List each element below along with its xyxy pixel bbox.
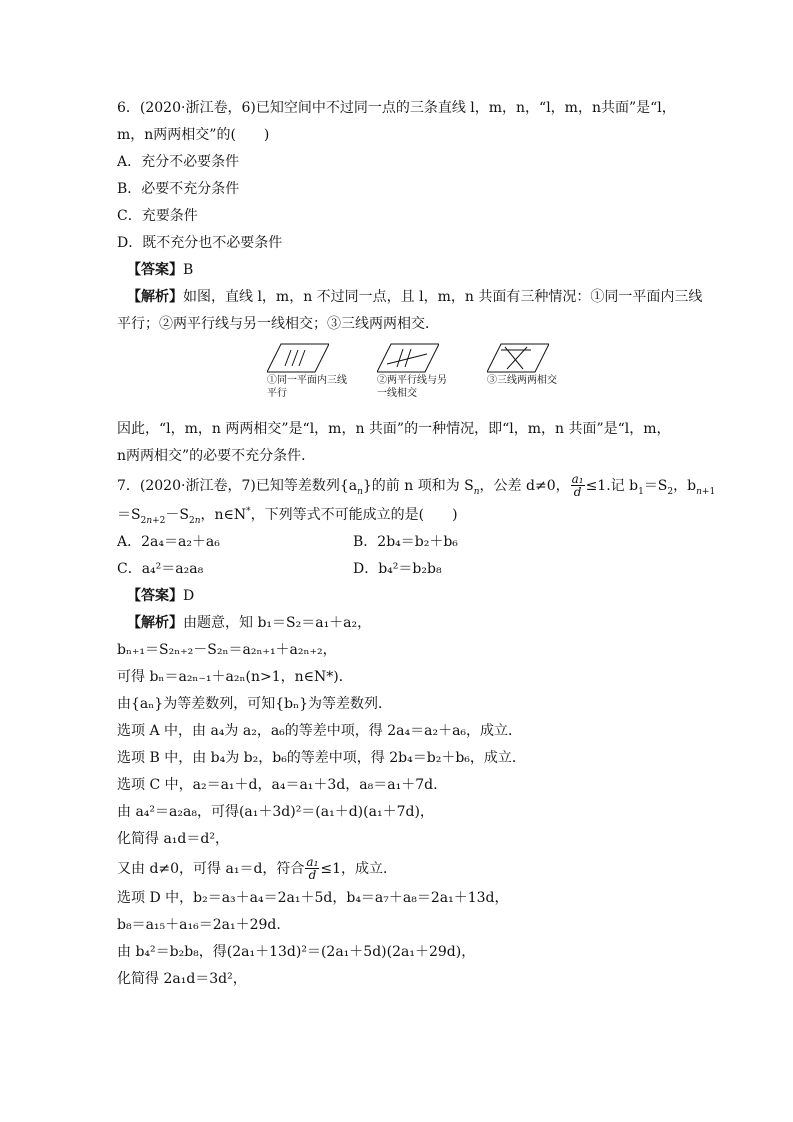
- figure-caption-1: ①同一平面内三线平行: [267, 375, 347, 399]
- q6-stem-line1: 6．(2020·浙江卷，6)已知空间中不过同一点的三条直线 l，m，n，“l，m，n共面”是“l，: [117, 100, 676, 116]
- q6-conclusion-line2: n两两相交”的必要不充分条件．: [117, 448, 316, 464]
- q6-option-a: A．充分不必要条件: [117, 154, 240, 170]
- q7-stem-line1: 7．(2020·浙江卷，7)已知等差数列$\{a_n\}$的前 n 项和为 $S_n$，公差 d≠0， $\frac{\text{a₁}}{d}$ ≤1.记 $b_1=S_2$，$b_{n+1}$: [117, 472, 716, 499]
- q7-option-d: D．b₄²＝b₂b₈: [353, 561, 442, 577]
- q7-answer: [117, 583, 682, 610]
- figure-caption-2: ②两平行线与另一线相交: [377, 375, 447, 399]
- q6-option-d: D．既不充分也不必要条件: [117, 235, 283, 251]
- q7-options-row1: [117, 529, 682, 556]
- q7-analysis-line2: bₙ₊₁＝S₂ₙ₊₂－S₂ₙ＝a₂ₙ₊₁＋a₂ₙ₊₂，: [117, 642, 337, 658]
- fraction-a1-over-d: $\frac{\text{a₁}}{d}$: [571, 472, 584, 499]
- fraction-a1-over-d: $\frac{\text{a₁}}{d}$: [306, 855, 319, 882]
- q7-options-row2: [117, 556, 682, 583]
- figure-parallel-lines: [267, 342, 347, 410]
- plane-two-parallel-cross-icon: [377, 342, 439, 374]
- q7-analysis-line13: 由 b₄²＝b₂b₈，得(2a₁＋13d)²＝(2a₁＋5d)(2a₁＋29d)，: [117, 944, 476, 960]
- q7-stem-line2: $=S_{2n+2}-S_{2n}$，n∈N*，下列等式不可能成立的是( ): [117, 506, 458, 526]
- figure-two-parallel-one-cross: [377, 342, 457, 410]
- answer-tag: 【答案】: [127, 262, 183, 278]
- q6-figures: [267, 342, 682, 410]
- plane-three-parallel-icon: [267, 342, 329, 374]
- q7-option-b: B．2b₄＝b₂＋b₆: [353, 534, 458, 550]
- figure-three-intersect: [487, 342, 567, 410]
- answer-value: B: [183, 262, 194, 278]
- analysis-tag: 【解析】: [127, 289, 183, 305]
- figure-caption-3: ③三线两两相交: [487, 375, 557, 386]
- q7-analysis-line5: 选项 A 中，由 a₄为 a₂，a₆的等差中项，得 2a₄＝a₂＋a₆，成立．: [117, 723, 523, 739]
- q6-stem-line2: m，n两两相交”的( ): [117, 127, 270, 143]
- q7-analysis-line4: 由{aₙ}为等差数列，可知{bₙ}为等差数列．: [117, 696, 393, 712]
- q6-conclusion-line1: 因此，“l，m，n 两两相交”是“l，m，n 共面”的一种情况，即“l，m，n 共面”是“l，m，: [117, 421, 671, 437]
- q7-analysis-line7: 选项 C 中，a₂＝a₁＋d，a₄＝a₁＋3d，a₈＝a₁＋7d.: [117, 777, 438, 793]
- plane-three-intersect-icon: [487, 342, 549, 374]
- answer-tag: 【答案】: [127, 588, 183, 604]
- q7-analysis-line14: 化简得 2a₁d＝3d²，: [117, 971, 247, 987]
- document-content: [117, 95, 716, 993]
- q7-option-c: C．a₄²＝a₂a₈: [117, 561, 204, 577]
- analysis-tag: 【解析】: [127, 615, 183, 631]
- q6-answer: [117, 257, 682, 284]
- q7-analysis-line8: 由 a₄²＝a₂a₈，可得(a₁＋3d)²＝(a₁＋d)(a₁＋7d)，: [117, 804, 434, 820]
- q7-analysis-line3: 可得 bₙ＝a₂ₙ₋₁＋a₂ₙ(n>1，n∈N*)．: [117, 669, 353, 685]
- q6-option-c: C．充要条件: [117, 208, 198, 224]
- q7-analysis-line6: 选项 B 中，由 b₄为 b₂，b₆的等差中项，得 2b₄＝b₂＋b₆，成立．: [117, 750, 526, 766]
- q6-analysis-line2: 平行；②两平行线与另一线相交；③三线两两相交．: [117, 316, 439, 332]
- q7-analysis-line9: 化简得 a₁d＝d²，: [117, 831, 229, 847]
- answer-value: D: [183, 588, 195, 604]
- q7-option-a: A．2a₄＝a₂＋a₆: [117, 534, 220, 550]
- q7-analysis-line11: 选项 D 中，b₂＝a₃＋a₄＝2a₁＋5d，b₄＝a₇＋a₈＝2a₁＋13d，: [117, 890, 509, 906]
- q7-analysis-line12: b₈＝a₁₅＋a₁₆＝2a₁＋29d.: [117, 917, 281, 933]
- q6-analysis-line1: 【解析】如图，直线 l，m，n 不过同一点，且 l，m，n 共面有三种情况：①同一平面内三线: [127, 289, 703, 305]
- q7-analysis-line10: 又由 d≠0，可得 a₁＝d，符合 $\frac{\text{a₁}}{d}$ ≤1，成立．: [117, 855, 398, 882]
- q7-analysis-line1: 【解析】由题意，知 b₁＝S₂＝a₁＋a₂，: [127, 615, 372, 631]
- q6-option-b: B．必要不充分条件: [117, 181, 240, 197]
